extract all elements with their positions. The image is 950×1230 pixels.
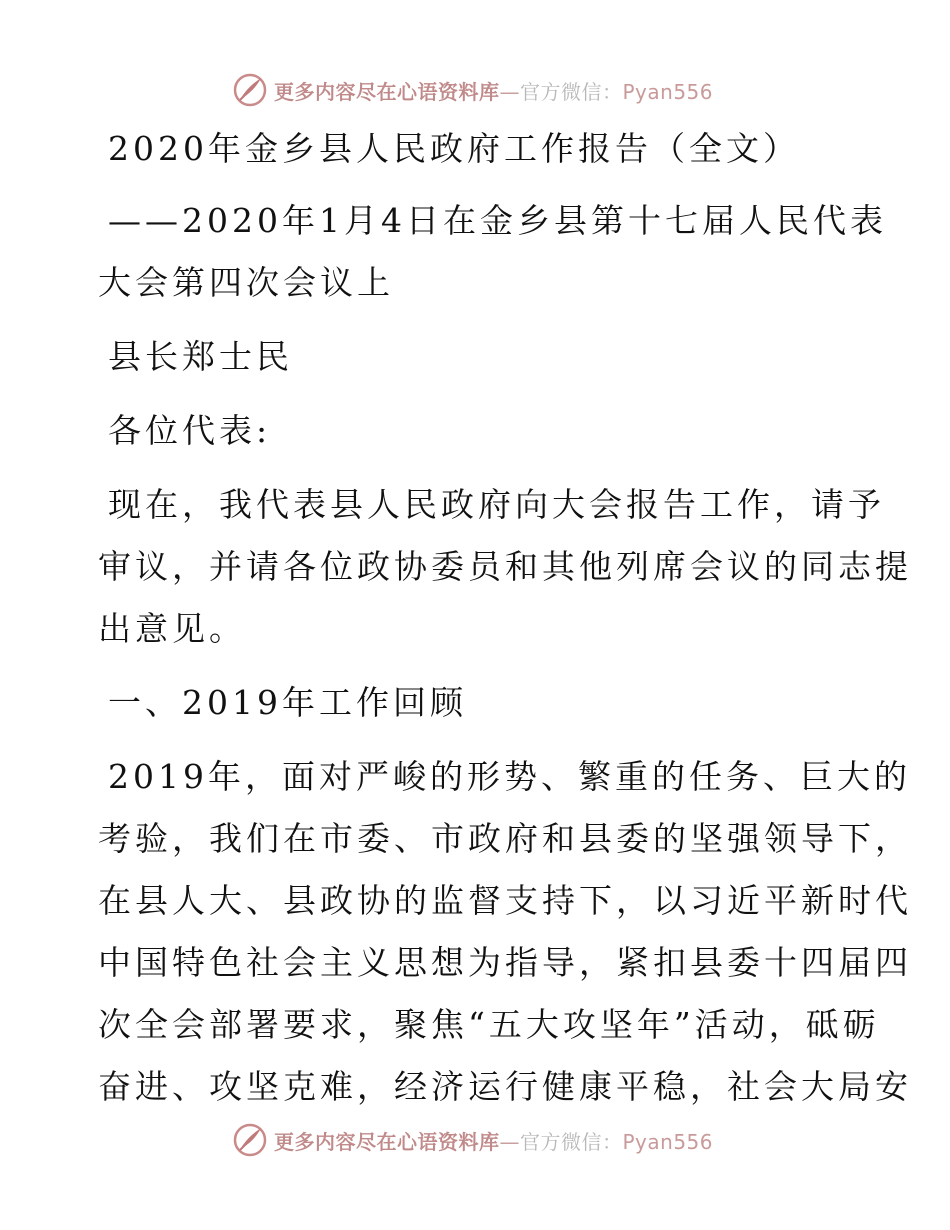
- section-heading: [98, 672, 858, 734]
- quill-seal-icon: [232, 1122, 268, 1158]
- paragraph-line: 考验，我们在市委、市政府和县委的坚强领导下，: [98, 819, 912, 858]
- watermark-text: [274, 1126, 713, 1155]
- paragraph-line: 审议，并请各位政协委员和其他列席会议的同志提: [98, 547, 912, 586]
- title-line: 2020年金乡县人民政府工作报告（全文）: [108, 129, 800, 168]
- watermark-wechat-label: 官方微信：: [520, 1129, 623, 1154]
- header-watermark: [232, 70, 713, 110]
- paragraph-line: 2019年，面对严峻的形势、繁重的任务、巨大的: [108, 757, 911, 796]
- watermark-lead: 更多内容尽在心语资料库: [274, 79, 500, 104]
- quill-seal-icon: [232, 72, 268, 108]
- document-body: [98, 118, 912, 1118]
- greeting-line: 各位代表:: [108, 411, 272, 450]
- watermark-wechat-id: Pyan556: [622, 1129, 714, 1154]
- paragraph-line: 出意见。: [98, 609, 246, 648]
- section-paragraph: [98, 746, 912, 1118]
- watermark-dash: —: [499, 79, 520, 104]
- watermark-dash: —: [499, 1129, 520, 1154]
- document-subtitle: [98, 190, 887, 314]
- footer-watermark: [232, 1120, 713, 1160]
- paragraph-line: 次全会部署要求，聚焦“五大攻坚年”活动，砥砺: [98, 1005, 880, 1044]
- watermark-wechat-id: Pyan556: [622, 79, 714, 104]
- document-greeting: [98, 400, 858, 462]
- watermark-wechat-label: 官方微信：: [520, 79, 623, 104]
- intro-paragraph: [98, 474, 912, 660]
- paragraph-line: 现在，我代表县人民政府向大会报告工作，请予: [108, 485, 885, 524]
- watermark-text: [274, 76, 713, 105]
- watermark-lead: 更多内容尽在心语资料库: [274, 1129, 500, 1154]
- subtitle-line: ——2020年1月4日在金乡县第十七届人民代表: [108, 201, 887, 240]
- document-title: [98, 118, 858, 180]
- subtitle-line: 大会第四次会议上: [98, 263, 394, 302]
- paragraph-line: 中国特色社会主义思想为指导，紧扣县委十四届四: [98, 943, 912, 982]
- document-author: [98, 326, 858, 388]
- author-line: 县长郑士民: [108, 337, 293, 376]
- heading-line: 一、2019年工作回顾: [108, 683, 467, 722]
- paragraph-line: 奋进、攻坚克难，经济运行健康平稳，社会大局安: [98, 1067, 912, 1106]
- paragraph-line: 在县人大、县政协的监督支持下，以习近平新时代: [98, 881, 912, 920]
